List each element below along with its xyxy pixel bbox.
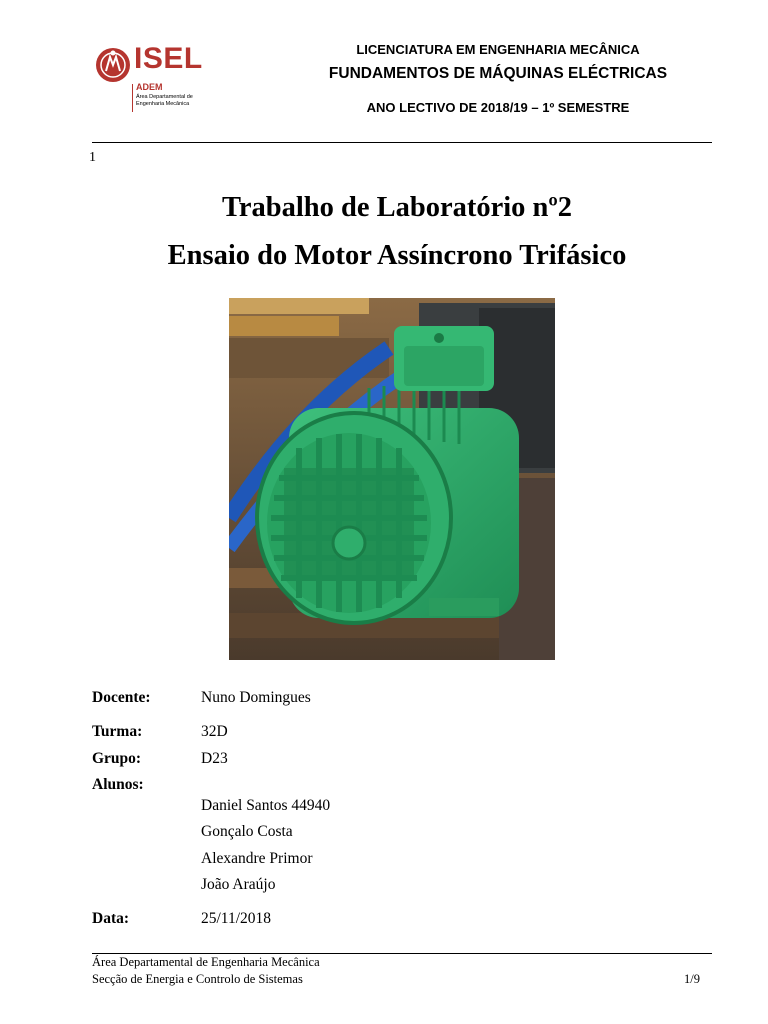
footer-department: Área Departamental de Engenharia Mecânica — [92, 955, 320, 969]
aluno-item: Alexandre Primor — [201, 850, 313, 867]
report-title: Trabalho de Laboratório nº2 — [221, 192, 573, 223]
aluno-item: Gonçalo Costa — [201, 823, 293, 840]
subject-name: FUNDAMENTOS DE MÁQUINAS ELÉCTRICAS — [328, 65, 668, 82]
report-subtitle: Ensaio do Motor Assíncrono Trifásico — [167, 240, 627, 271]
motor-photo — [229, 298, 555, 660]
motor-illustration — [229, 298, 555, 660]
docente-value: Nuno Domingues — [201, 689, 311, 706]
isel-logo — [92, 40, 212, 112]
logo-department — [136, 94, 216, 107]
turma-value: 32D — [201, 723, 228, 740]
aluno-item: Daniel Santos 44940 — [201, 797, 331, 814]
page-number: 1/9 — [684, 972, 700, 986]
turma-label: Turma: — [92, 723, 143, 740]
docente-label: Docente: — [92, 689, 151, 706]
data-label: Data: — [92, 910, 130, 927]
alunos-label: Alunos: — [92, 776, 144, 793]
logo-dept-line1: Área Departamental de — [136, 94, 193, 100]
academic-year: ANO LECTIVO DE 2018/19 – 1º SEMESTRE — [366, 100, 630, 115]
aluno-item: João Araújo — [201, 876, 276, 893]
grupo-value: D23 — [201, 750, 228, 767]
course-name: LICENCIATURA EM ENGENHARIA MECÂNICA — [356, 42, 640, 57]
logo-isel-text: ISEL — [134, 42, 203, 75]
grupo-label: Grupo: — [92, 750, 142, 767]
isel-emblem-icon — [94, 43, 132, 87]
data-value: 25/11/2018 — [201, 910, 272, 927]
logo-dept-line2: Engenharia Mecânica — [136, 100, 190, 107]
logo-adem-text: ADEM — [136, 82, 163, 92]
page-mark: 1 — [89, 150, 96, 165]
footer-section: Secção de Energia e Controlo de Sistemas — [92, 972, 303, 986]
footer-rule — [92, 953, 712, 954]
header-rule — [92, 142, 712, 143]
logo-divider — [132, 84, 133, 112]
